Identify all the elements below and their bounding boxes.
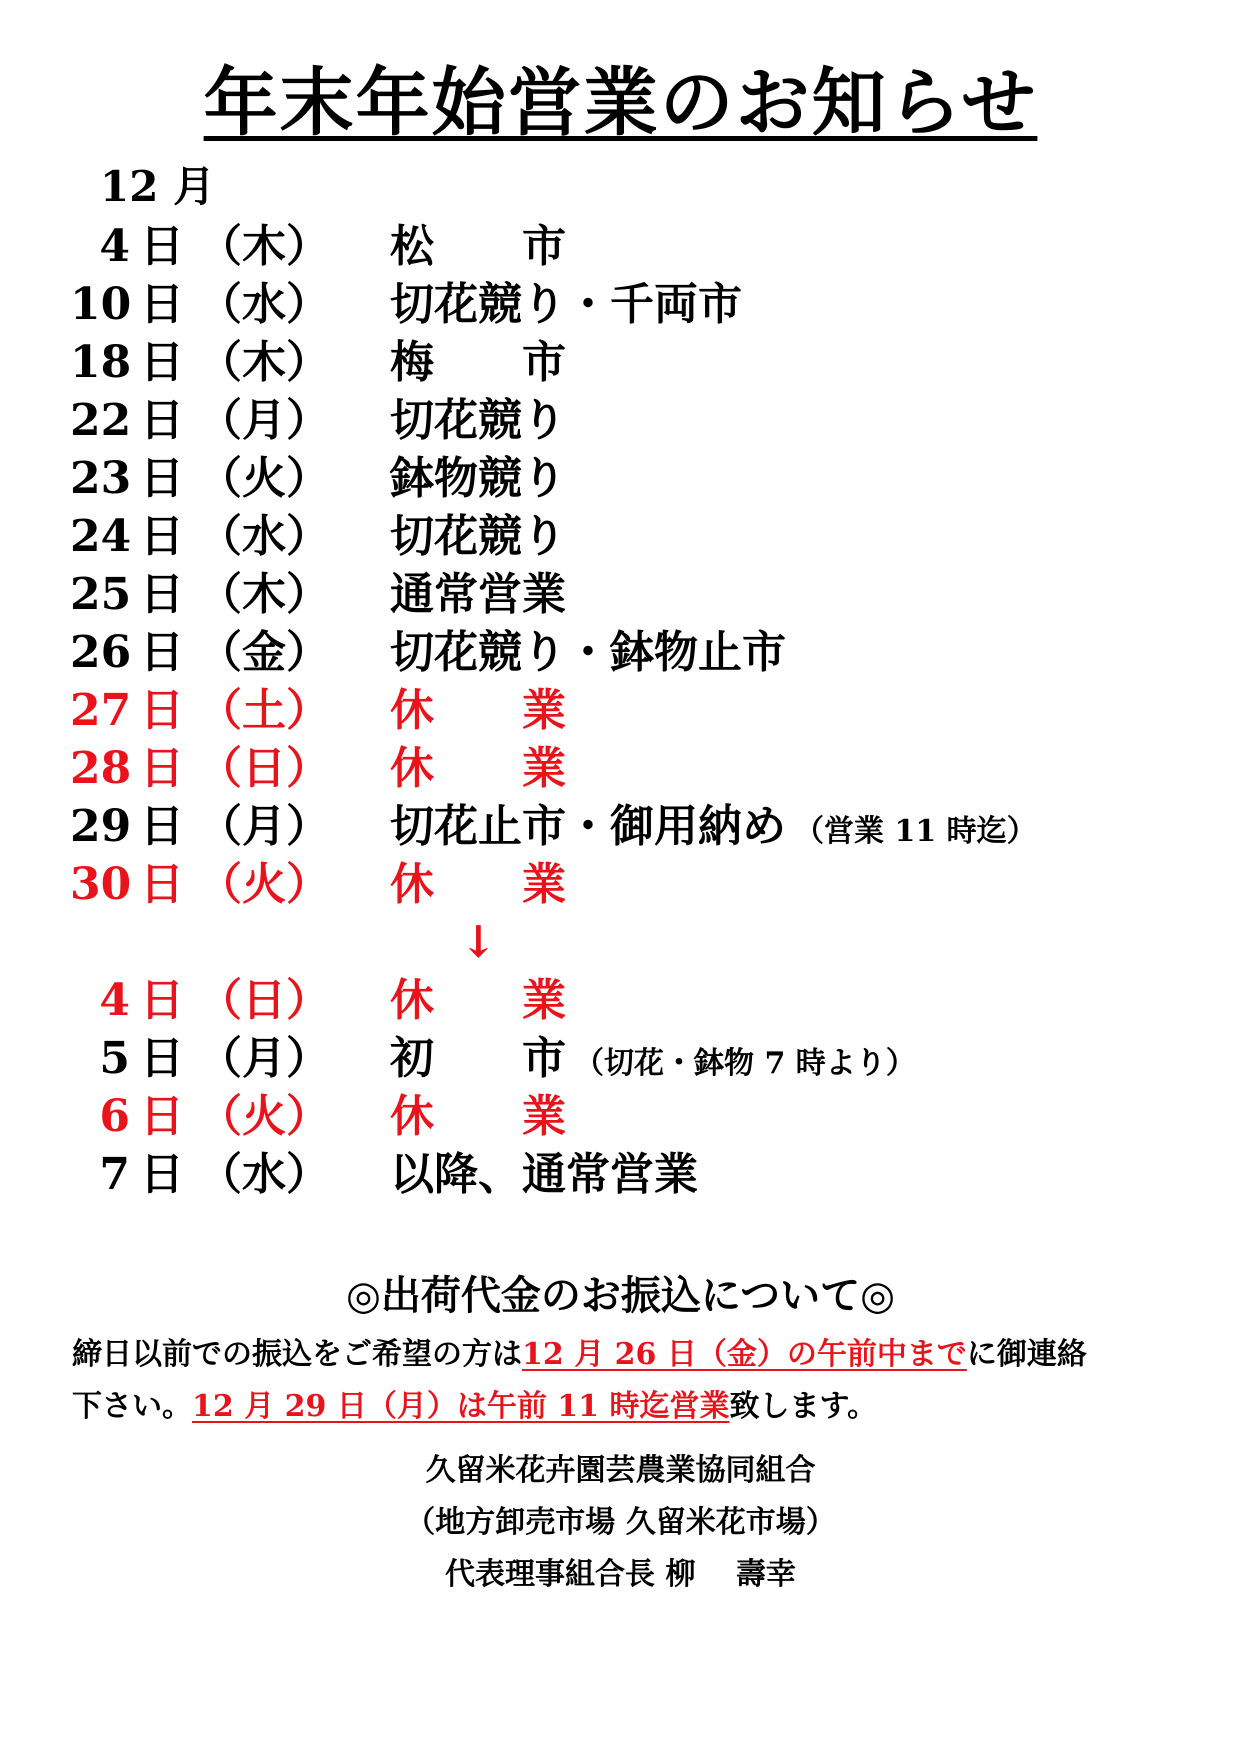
schedule-weekday: （水） — [198, 279, 330, 330]
schedule-weekday: （水） — [198, 1149, 330, 1200]
schedule-day-suffix: 日 — [140, 279, 184, 330]
schedule-day: 10 — [70, 279, 132, 330]
schedule-day: 5 — [99, 1033, 130, 1084]
schedule-weekday: （木） — [198, 337, 330, 388]
schedule-event: 鉢物競り — [390, 453, 566, 504]
schedule-day: 29 — [70, 801, 132, 852]
schedule-day-suffix: 日 — [140, 221, 184, 272]
schedule-day-suffix: 日 — [140, 1091, 184, 1142]
schedule-weekday: （月） — [198, 1033, 330, 1084]
schedule-day-suffix: 日 — [140, 801, 184, 852]
schedule-day: 6 — [99, 1091, 130, 1142]
continuation-arrow — [0, 914, 1241, 972]
schedule-weekday: （火） — [198, 1091, 330, 1142]
schedule-weekday: （火） — [198, 859, 330, 910]
page-title-text: 年末年始営業のお知らせ — [203, 60, 1038, 146]
down-arrow-icon: ↓ — [460, 917, 497, 968]
schedule-day-suffix: 日 — [140, 453, 184, 504]
schedule-row — [0, 450, 1241, 508]
schedule-day: 23 — [70, 453, 132, 504]
schedule-row — [0, 798, 1241, 856]
schedule-day: 25 — [70, 569, 132, 620]
schedule-row — [0, 392, 1241, 450]
payment-notice-line-1 — [72, 1330, 1182, 1380]
schedule-day-suffix: 日 — [140, 511, 184, 562]
schedule-day-suffix: 日 — [140, 395, 184, 446]
page-title — [0, 58, 1241, 148]
schedule-event: 休 業 — [390, 1091, 566, 1142]
schedule-event-text: 初 市 — [390, 1033, 566, 1084]
schedule-weekday: （金） — [198, 627, 330, 678]
footer-organization: 久留米花卉園芸農業協同組合 — [425, 1453, 816, 1488]
schedule-row — [0, 508, 1241, 566]
payment-line-1-pre: 締日以前での振込をご希望の方は — [72, 1337, 522, 1372]
schedule-event: 休 業 — [390, 743, 566, 794]
schedule-event: 切花競り — [390, 511, 566, 562]
schedule-event: 梅 市 — [390, 337, 566, 388]
schedule-day: 22 — [70, 395, 132, 446]
schedule-row — [0, 740, 1241, 798]
payment-line-1-post: に御連絡 — [966, 1337, 1087, 1372]
schedule-day-suffix: 日 — [140, 569, 184, 620]
schedule-weekday: （月） — [198, 395, 330, 446]
schedule-event: 休 業 — [390, 975, 566, 1026]
schedule-weekday: （日） — [198, 743, 330, 794]
schedule-day-suffix: 日 — [140, 1149, 184, 1200]
schedule-day-suffix: 日 — [140, 685, 184, 736]
schedule-day: 4 — [99, 221, 130, 272]
schedule-weekday: （火） — [198, 453, 330, 504]
schedule-day-suffix: 日 — [140, 627, 184, 678]
footer-market: （地方卸売市場 久留米花市場） — [405, 1505, 836, 1540]
schedule-weekday: （土） — [198, 685, 330, 736]
schedule-event: 以降、通常営業 — [390, 1149, 698, 1200]
schedule-event — [390, 798, 1037, 861]
schedule-weekday: （木） — [198, 569, 330, 620]
schedule-row — [0, 334, 1241, 392]
schedule-row — [0, 972, 1241, 1030]
schedule-day: 18 — [70, 337, 132, 388]
month-label: 12 月 — [100, 162, 216, 211]
schedule-day-suffix: 日 — [140, 859, 184, 910]
schedule-row — [0, 856, 1241, 914]
schedule-row — [0, 1088, 1241, 1146]
schedule-list — [0, 218, 1241, 1204]
payment-hours-highlight: 12 月 29 日（月）は午前 11 時迄営業 — [192, 1389, 730, 1424]
footer-representative: 代表理事組合長 柳 壽幸 — [445, 1557, 796, 1592]
schedule-row — [0, 566, 1241, 624]
schedule-event: 休 業 — [390, 685, 566, 736]
schedule-day: 26 — [70, 627, 132, 678]
schedule-event-text: 切花止市・御用納め — [390, 801, 786, 852]
schedule-day: 30 — [70, 859, 132, 910]
schedule-weekday: （月） — [198, 801, 330, 852]
schedule-row — [0, 218, 1241, 276]
schedule-event: 切花競り・千両市 — [390, 279, 742, 330]
payment-line-2-pre: 下さい。 — [72, 1389, 192, 1424]
schedule-day: 27 — [70, 685, 132, 736]
schedule-row — [0, 276, 1241, 334]
schedule-day-suffix: 日 — [140, 337, 184, 388]
schedule-row — [0, 624, 1241, 682]
payment-heading: ◎出荷代金のお振込について◎ — [345, 1272, 895, 1319]
schedule-note: （営業 11 時迄） — [794, 814, 1037, 849]
schedule-note: （切花・鉢物 7 時より） — [574, 1046, 916, 1081]
payment-deadline-highlight: 12 月 26 日（金）の午前中まで — [522, 1337, 967, 1372]
schedule-day-suffix: 日 — [140, 975, 184, 1026]
schedule-event: 休 業 — [390, 859, 566, 910]
schedule-weekday: （木） — [198, 221, 330, 272]
schedule-row — [0, 1030, 1241, 1088]
schedule-day: 24 — [70, 511, 132, 562]
schedule-event: 通常営業 — [390, 569, 566, 620]
schedule-event: 松 市 — [390, 221, 566, 272]
schedule-event: 切花競り・鉢物止市 — [390, 627, 786, 678]
schedule-day: 4 — [99, 975, 130, 1026]
schedule-weekday: （水） — [198, 511, 330, 562]
schedule-event — [390, 1030, 916, 1093]
schedule-day-suffix: 日 — [140, 1033, 184, 1084]
payment-line-2-post: 致します。 — [729, 1389, 878, 1424]
payment-notice-line-2 — [72, 1382, 1182, 1432]
schedule-day-suffix: 日 — [140, 743, 184, 794]
schedule-day: 28 — [70, 743, 132, 794]
schedule-event: 切花競り — [390, 395, 566, 446]
schedule-day: 7 — [99, 1149, 130, 1200]
schedule-weekday: （日） — [198, 975, 330, 1026]
schedule-row — [0, 682, 1241, 740]
schedule-row — [0, 1146, 1241, 1204]
